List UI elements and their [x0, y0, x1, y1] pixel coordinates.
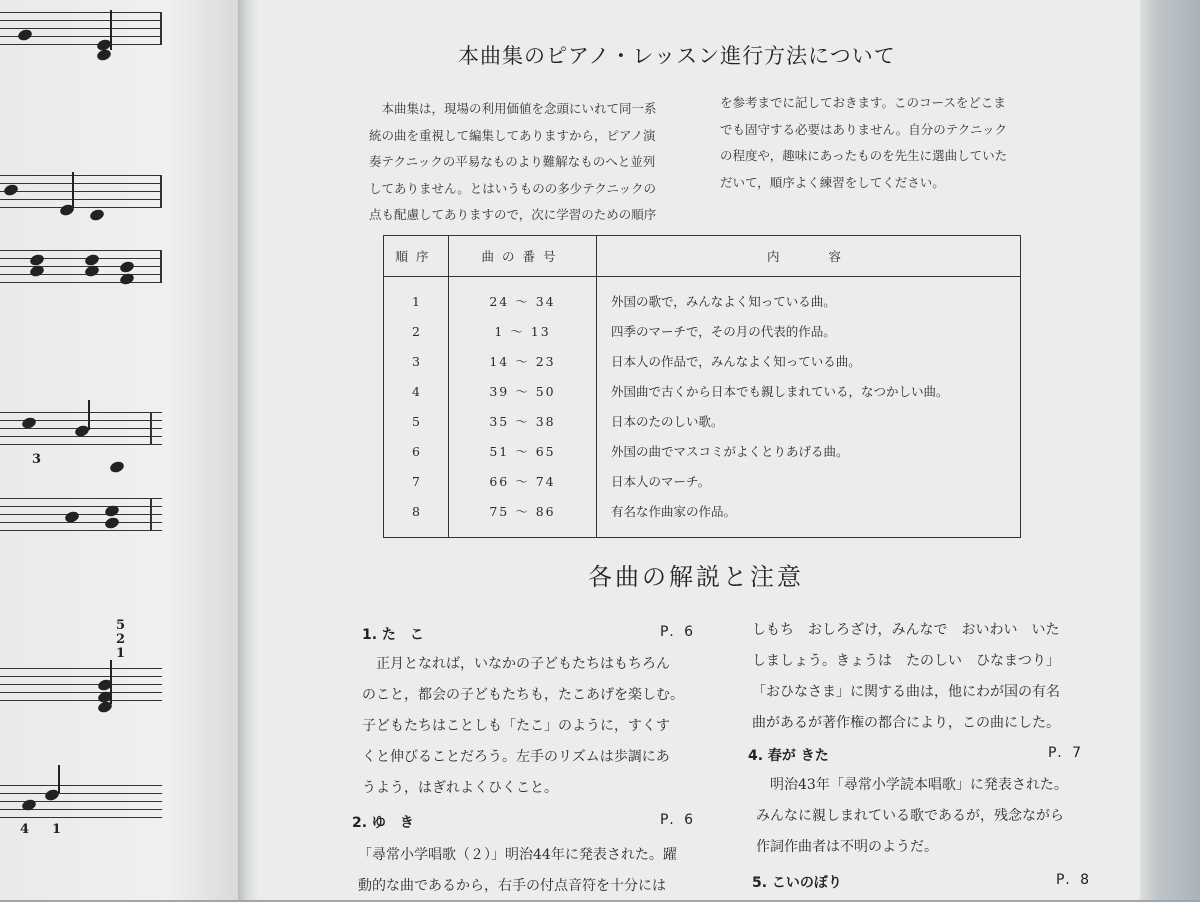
entry-title-koinobori: 5. こいのぼり: [752, 875, 842, 891]
entry-text-tako: 正月となれば，いなかの子どもたちはもちろん のこと，都会の子どもたちも，たこあげを楽しむ。 子どもたちはことしも「たこ」のように，すくす くと伸びることだろう。左手のリズムは歩調にあ うよう，はぎれよくひくこと。: [362, 656, 684, 796]
staff: [0, 250, 162, 290]
cell-numbers: 66 ～ 74: [449, 466, 597, 496]
cell-content: 日本のたのしい歌。: [611, 414, 724, 429]
barline: [160, 12, 162, 45]
fingering-number: 4: [20, 822, 30, 837]
cell-numbers: 51 ～ 65: [449, 436, 597, 466]
staff: [0, 668, 162, 708]
note-head: [109, 460, 126, 474]
note-stem: [110, 660, 112, 704]
entry-title-yuki: 2. ゆ き: [352, 815, 414, 831]
cell-order: 2: [384, 316, 449, 346]
cell-numbers: 1 ～ 13: [449, 316, 597, 346]
cell-numbers: 14 ～ 23: [449, 346, 597, 376]
fingering-number: 2: [116, 632, 126, 647]
cell-numbers: 39 ～ 50: [449, 376, 597, 406]
table-row: [384, 406, 1021, 436]
barline: [150, 498, 152, 531]
entry-page-yuki: P. 6: [660, 812, 697, 828]
cell-content: 日本人の作品で，みんなよく知っている曲。: [611, 354, 861, 369]
note-stem: [88, 400, 90, 430]
entry-text-haru-ga-kita: 明治43年「尋常小学読本唱歌」に発表された。 みんなに親しまれている歌であるが，残念ながら 作詞作曲者は不明のようだ。: [756, 777, 1068, 855]
book-gutter: [238, 0, 260, 900]
table-row: [384, 496, 1021, 538]
table-header-row: [384, 236, 1021, 277]
entry-page-tako: P. 6: [660, 624, 697, 640]
table-row: [384, 466, 1021, 496]
table-row: [384, 376, 1021, 406]
cell-content: 外国の曲でマスコミがよくとりあげる曲。: [611, 444, 849, 459]
note-stem: [58, 765, 60, 793]
intro-paragraph-left: 本曲集は，現場の利用価値を念頭にいれて同一系 統の曲を重視して編集してありますから，ピアノ演 奏テクニックの平易なものより難解なものへと並列 してありません。とはいうものの多少テクニックの 点も配慮してありますので，次に学習のための順序: [369, 101, 657, 222]
fingering-number: 3: [32, 452, 42, 467]
lesson-order-table: [383, 235, 1021, 538]
cell-content: 日本人のマーチ。: [611, 474, 711, 489]
page-edge-background: [1140, 0, 1200, 900]
entry-text-continuation: しもち おしろざけ，みんなで おいわい いた しましょう。きょうは たのしい ひなまつり」 「おひなさま」に関する曲は，他にわが国の有名 曲があるが著作権の都合により，この曲にした。: [752, 622, 1060, 731]
intro-paragraph-right: を参考までに記しておきます。このコースをどこま でも固守する必要はありません。自分のテクニック の程度や，趣味にあったものを先生に選曲していた だいて，順序よく練習をしてください。: [720, 95, 1008, 190]
staff: [0, 498, 162, 538]
barline: [160, 250, 162, 283]
cell-order: 8: [384, 496, 449, 538]
entry-title-tako: 1. た こ: [362, 627, 424, 643]
cell-numbers: 35 ～ 38: [449, 406, 597, 436]
header-song-numbers: 曲の番号: [449, 236, 597, 277]
left-page-score: [0, 0, 240, 900]
cell-content: 四季のマーチで，その月の代表的作品。: [611, 324, 836, 339]
table-row: [384, 436, 1021, 466]
table-row: [384, 277, 1021, 317]
entry-title-haru-ga-kita: 4. 春が きた: [748, 748, 829, 764]
table-row: [384, 316, 1021, 346]
cell-order: 5: [384, 406, 449, 436]
note-stem: [110, 10, 112, 50]
staff: [0, 175, 162, 215]
cell-order: 4: [384, 376, 449, 406]
fingering-number: 1: [52, 822, 62, 837]
cell-content: 外国の歌で，みんなよく知っている曲。: [611, 294, 836, 309]
barline: [160, 175, 162, 208]
entry-text-yuki: 「尋常小学唱歌（２）」明治44年に発表された。躍 動的な曲であるから，右手の付点音符を十分には: [358, 847, 677, 894]
note-stem: [72, 172, 74, 208]
section-title: 各曲の解説と注意: [588, 563, 804, 591]
cell-order: 7: [384, 466, 449, 496]
cell-order: 6: [384, 436, 449, 466]
cell-order: 3: [384, 346, 449, 376]
header-order: 順序: [384, 236, 449, 277]
header-content: 内 容: [597, 236, 1021, 277]
cell-content: 外国曲で古くから日本でも親しまれている，なつかしい曲。: [611, 384, 949, 399]
barline: [150, 412, 152, 445]
fingering-number: 1: [116, 646, 126, 661]
entry-page-haru-ga-kita: P. 7: [1048, 745, 1085, 761]
cell-numbers: 24 ～ 34: [449, 277, 597, 317]
table-row: [384, 346, 1021, 376]
page-title: 本曲集のピアノ・レッスン進行方法について: [458, 44, 896, 68]
entry-page-koinobori: P. 8: [1056, 872, 1093, 888]
cell-content: 有名な作曲家の作品。: [611, 504, 737, 519]
cell-order: 1: [384, 277, 449, 317]
cell-numbers: 75 ～ 86: [449, 496, 597, 538]
fingering-number: 5: [116, 618, 126, 633]
